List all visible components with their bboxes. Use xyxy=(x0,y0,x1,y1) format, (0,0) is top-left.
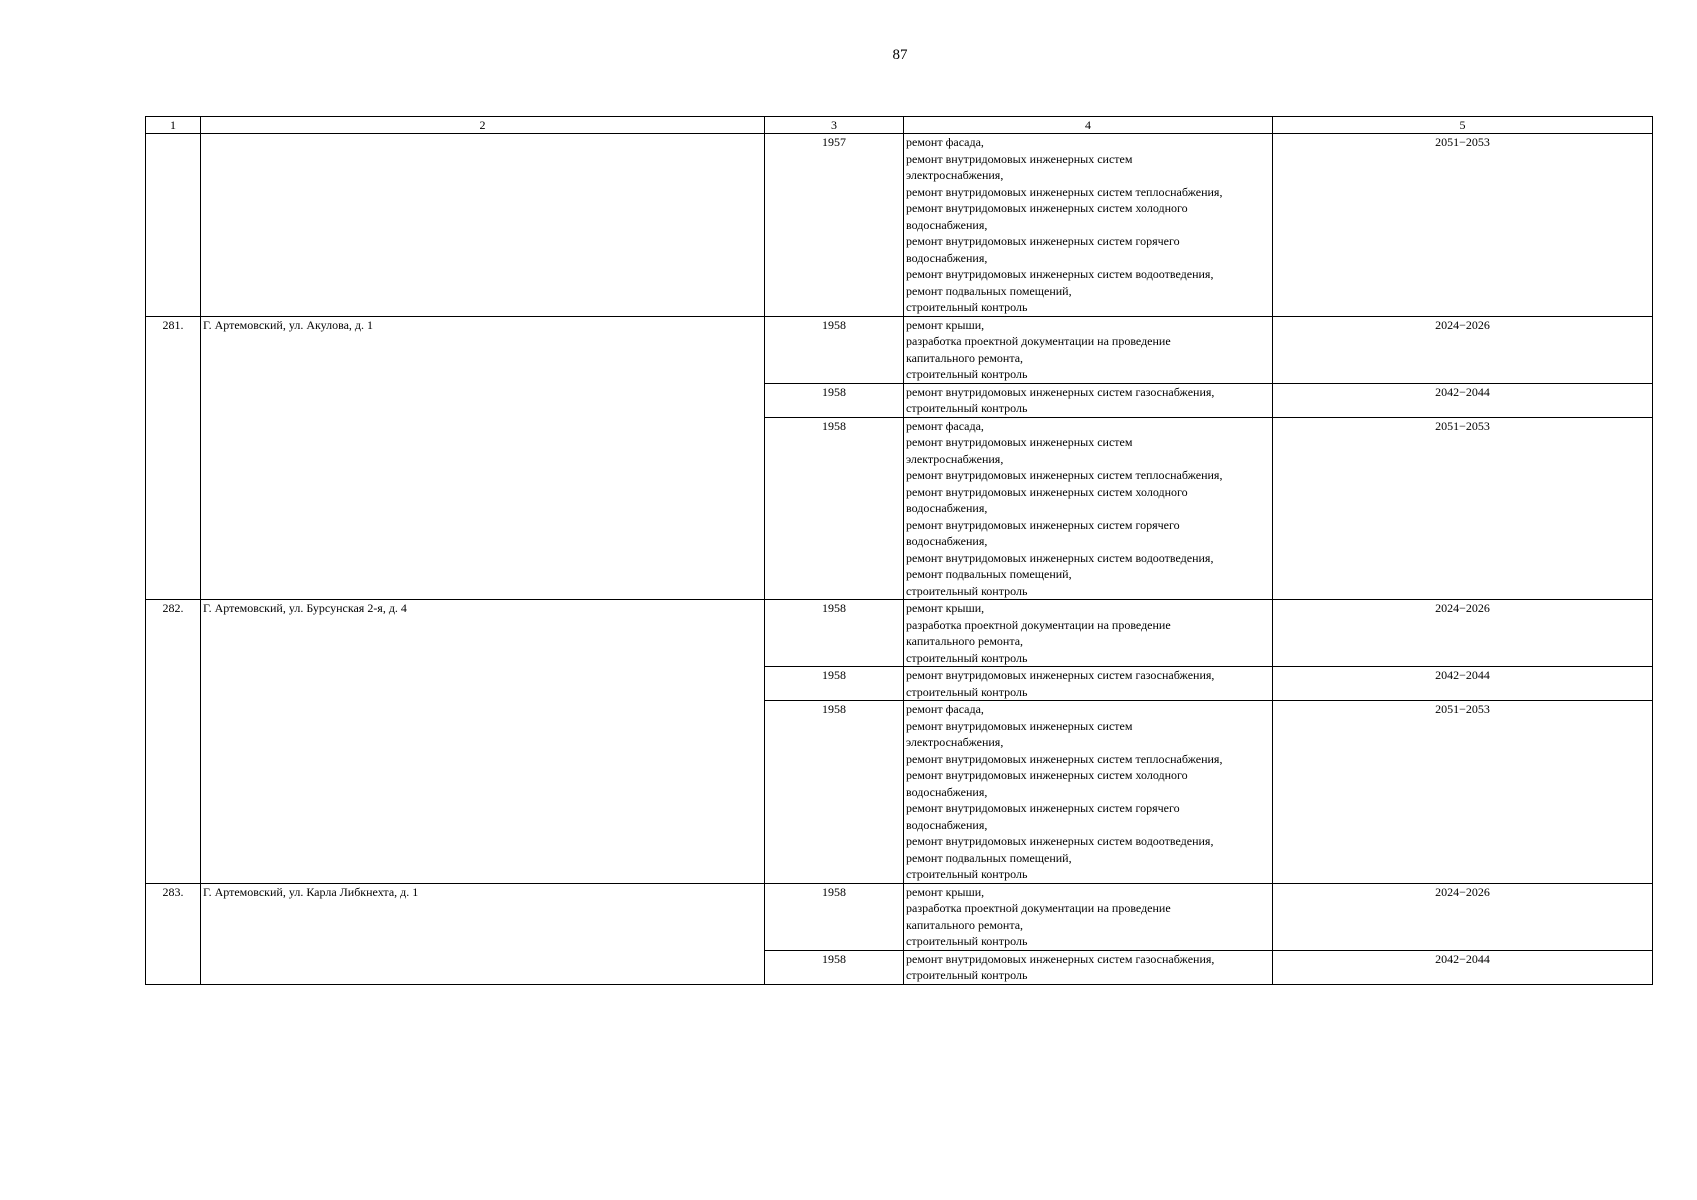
works-cell: ремонт крыши, разработка проектной документации на проведение капитального ремонта, строительный контроль xyxy=(904,883,1273,950)
year-cell: 1958 xyxy=(765,950,904,984)
period-cell: 2051−2053 xyxy=(1273,417,1653,600)
year-cell: 1958 xyxy=(765,383,904,417)
column-header: 1 xyxy=(146,117,201,134)
period-cell: 2024−2026 xyxy=(1273,600,1653,667)
table-row xyxy=(146,883,1653,950)
period-cell: 2042−2044 xyxy=(1273,383,1653,417)
column-header: 5 xyxy=(1273,117,1653,134)
period-cell: 2042−2044 xyxy=(1273,950,1653,984)
year-cell: 1957 xyxy=(765,134,904,317)
address-cell: Г. Артемовский, ул. Бурсунская 2-я, д. 4 xyxy=(201,600,765,884)
column-header: 3 xyxy=(765,117,904,134)
period-cell: 2051−2053 xyxy=(1273,701,1653,884)
period-cell: 2024−2026 xyxy=(1273,883,1653,950)
works-cell: ремонт фасада, ремонт внутридомовых инженерных систем электроснабжения, ремонт внутридомовых инженерных систем теплоснабжения, ремонт внутридомовых инженерных систем холодного водоснабжения, ремонт внутридомовых инженерных систем горячего водоснабжения, ремонт внутридомовых инженерных систем водоотведения, ремонт подвальных помещений, строительный контроль xyxy=(904,417,1273,600)
row-number-cell xyxy=(146,134,201,317)
period-cell: 2042−2044 xyxy=(1273,667,1653,701)
table-row xyxy=(146,134,1653,317)
works-cell: ремонт внутридомовых инженерных систем газоснабжения, строительный контроль xyxy=(904,383,1273,417)
works-cell: ремонт фасада, ремонт внутридомовых инженерных систем электроснабжения, ремонт внутридомовых инженерных систем теплоснабжения, ремонт внутридомовых инженерных систем холодного водоснабжения, ремонт внутридомовых инженерных систем горячего водоснабжения, ремонт внутридомовых инженерных систем водоотведения, ремонт подвальных помещений, строительный контроль xyxy=(904,134,1273,317)
works-cell: ремонт крыши, разработка проектной документации на проведение капитального ремонта, строительный контроль xyxy=(904,600,1273,667)
header-row xyxy=(146,117,1653,134)
table-row xyxy=(146,316,1653,383)
period-cell: 2024−2026 xyxy=(1273,316,1653,383)
works-cell: ремонт фасада, ремонт внутридомовых инженерных систем электроснабжения, ремонт внутридомовых инженерных систем теплоснабжения, ремонт внутридомовых инженерных систем холодного водоснабжения, ремонт внутридомовых инженерных систем горячего водоснабжения, ремонт внутридомовых инженерных систем водоотведения, ремонт подвальных помещений, строительный контроль xyxy=(904,701,1273,884)
year-cell: 1958 xyxy=(765,883,904,950)
year-cell: 1958 xyxy=(765,417,904,600)
row-number-cell: 283. xyxy=(146,883,201,984)
address-cell xyxy=(201,134,765,317)
page-number: 87 xyxy=(892,47,908,63)
works-cell: ремонт крыши, разработка проектной документации на проведение капитального ремонта, строительный контроль xyxy=(904,316,1273,383)
works-cell: ремонт внутридомовых инженерных систем газоснабжения, строительный контроль xyxy=(904,667,1273,701)
works-cell: ремонт внутридомовых инженерных систем газоснабжения, строительный контроль xyxy=(904,950,1273,984)
row-number-cell: 281. xyxy=(146,316,201,600)
period-cell: 2051−2053 xyxy=(1273,134,1653,317)
capital-repair-table xyxy=(145,116,1653,985)
table-row xyxy=(146,600,1653,667)
column-header: 4 xyxy=(904,117,1273,134)
row-number-cell: 282. xyxy=(146,600,201,884)
year-cell: 1958 xyxy=(765,701,904,884)
year-cell: 1958 xyxy=(765,600,904,667)
year-cell: 1958 xyxy=(765,667,904,701)
column-header: 2 xyxy=(201,117,765,134)
address-cell: Г. Артемовский, ул. Акулова, д. 1 xyxy=(201,316,765,600)
address-cell: Г. Артемовский, ул. Карла Либкнехта, д. 1 xyxy=(201,883,765,984)
year-cell: 1958 xyxy=(765,316,904,383)
